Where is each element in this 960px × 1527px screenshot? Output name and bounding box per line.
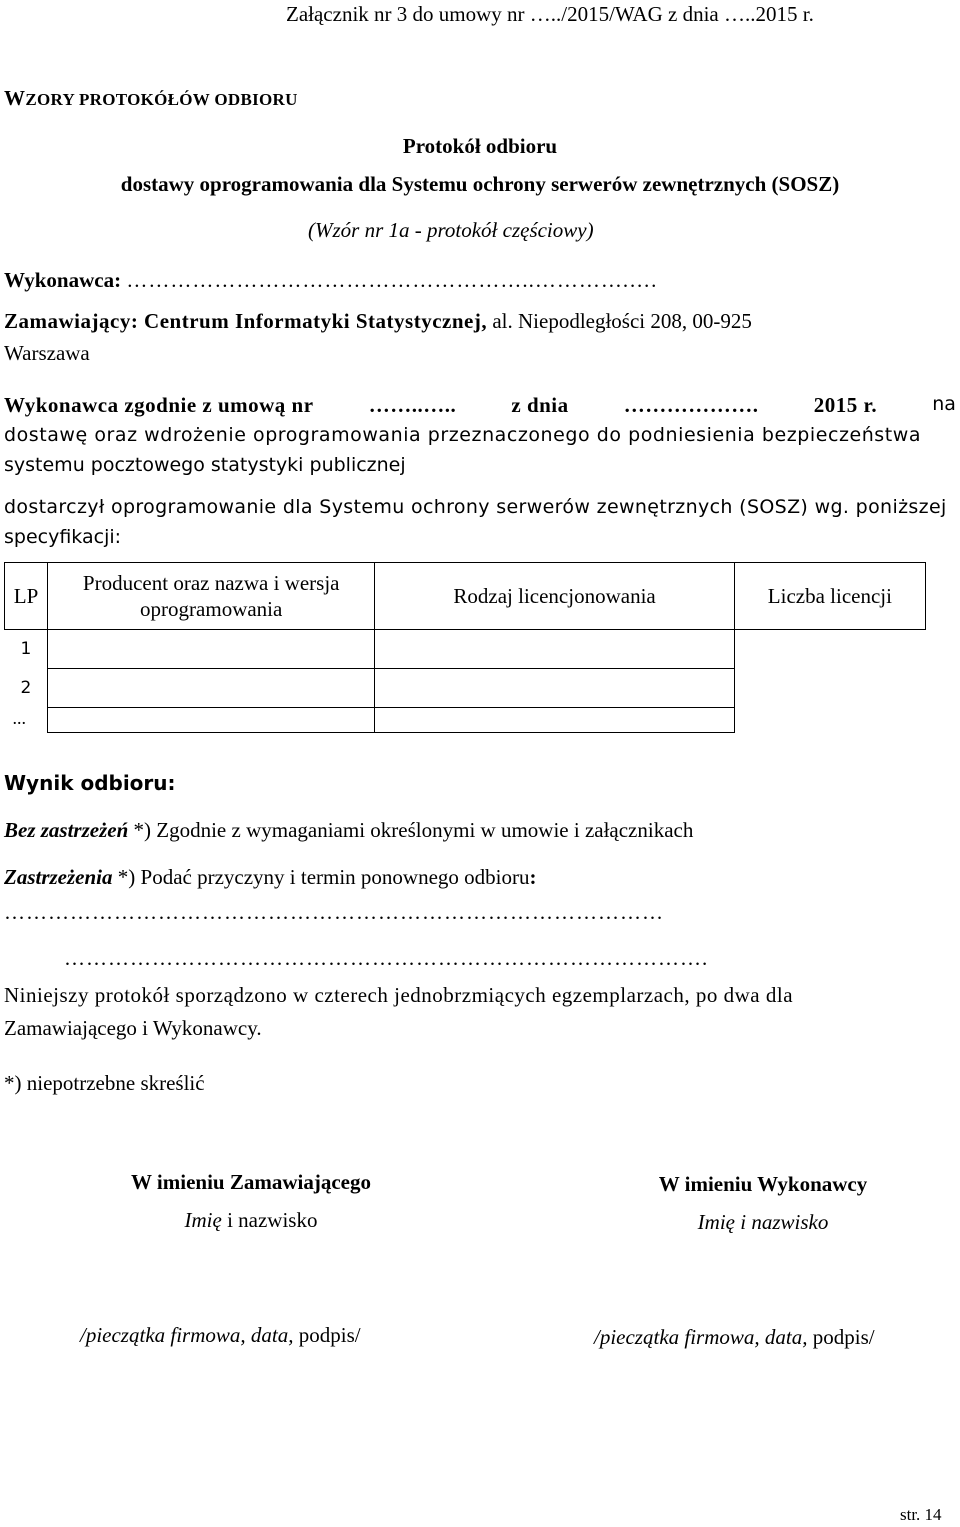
protocol-variant: (Wzór nr 1a - protokół częściowy) — [308, 218, 594, 242]
client-signature-name — [46, 1208, 456, 1233]
client-stamp-rest: podpis/ — [293, 1323, 361, 1347]
delivery-line1: dostarczył oprogramowanie dla Systemu ochrony serwerów zewnętrznych (SOSZ) wg. poniższej — [4, 496, 947, 518]
col-license-count-header: Liczba licencji — [734, 563, 925, 630]
client-signature-name-rest: i nazwisko — [221, 1208, 318, 1232]
reservations-line — [4, 865, 537, 890]
row-number: 1 — [20, 639, 32, 660]
row-producer-cell — [48, 669, 375, 708]
reservations-dots-line1: ……………………………………………………………………………… — [4, 900, 664, 924]
contractor-stamp-rest: podpis/ — [807, 1325, 875, 1349]
no-reservations-line — [4, 818, 693, 843]
result-heading: Wynik odbioru: — [4, 771, 176, 795]
closing-line1: Niniejszy protokół sporządzono w czterech jednobrzmiących egzemplarzach, po dwa dla — [4, 983, 794, 1007]
closing-line2: Zamawiającego i Wykonawcy. — [4, 1016, 262, 1040]
row-producer-cell — [48, 708, 375, 733]
col-license-type-header: Rodzaj licencjonowania — [375, 563, 734, 630]
reservations-colon: : — [529, 865, 537, 889]
col-producer-header — [48, 563, 375, 630]
agreement-line — [4, 393, 956, 418]
row-number: 2 — [20, 678, 32, 698]
col-producer-header-line2: oprogramowania — [140, 597, 283, 621]
reservations-dots-line2: ……………………………………………………………………………. — [64, 946, 709, 970]
client-stamp-label — [80, 1323, 361, 1348]
no-reservations-text: *) Zgodnie z wymaganiami określonymi w umowie i załącznikach — [128, 818, 694, 842]
contractor-stamp-label — [594, 1325, 875, 1350]
contractor-line — [4, 268, 657, 293]
agreement-part1: Wykonawca zgodnie z umową nr — [4, 393, 314, 417]
spec-table — [4, 562, 926, 733]
row-license-count-cell — [734, 630, 925, 669]
protocol-subtitle: dostawy oprogramowania dla Systemu ochrony serwerów zewnętrznych (SOSZ) — [120, 172, 840, 196]
row-license-count-cell — [734, 708, 925, 733]
protocol-title: Protokół odbioru — [402, 134, 558, 158]
no-reservations-label: Bez zastrzeżeń — [4, 818, 129, 842]
contractor-label: Wykonawca: — [4, 268, 122, 292]
agreement-dots2: ………………. — [623, 393, 759, 417]
reservations-label: Zastrzeżenia — [4, 865, 113, 889]
agreement-part3: 2015 r. — [813, 393, 878, 417]
row-license-count-cell — [734, 669, 925, 708]
client-signature-name-italic: Imię — [184, 1208, 222, 1232]
annex-note: Załącznik nr 3 do umowy nr …../2015/WAG z dnia …..2015 r. — [286, 2, 814, 26]
agreement-part2: z dnia — [511, 393, 569, 417]
footnote: *) niepotrzebne skreślić — [4, 1071, 205, 1095]
client-line — [4, 309, 752, 334]
agreement-line2: dostawę oraz wdrożenie oprogramowania przeznaczonego do podniesienia bezpieczeństwa — [4, 424, 922, 446]
client-stamp-italic: /pieczątka firmowa, data, — [80, 1323, 294, 1347]
client-signature-title: W imieniu Zamawiającego — [131, 1170, 371, 1194]
section-heading — [4, 86, 298, 111]
delivery-line2: specyfikacji: — [4, 526, 122, 548]
agreement-line3: systemu pocztowego statystyki publicznej — [4, 454, 406, 476]
row-producer-cell — [48, 630, 375, 669]
section-heading-rest: ZORY PROTOKÓŁÓW ODBIORU — [25, 90, 298, 109]
table-row — [5, 708, 926, 733]
client-label: Zamawiający: Centrum Informatyki Statystycznej, — [4, 309, 488, 333]
contractor-stamp-italic: /pieczątka firmowa, data, — [594, 1325, 808, 1349]
col-lp-header: LP — [5, 563, 48, 630]
contractor-dots: ………………………………………………..………….…. — [126, 268, 658, 292]
col-producer-header-line1: Producent oraz nazwa i wersja — [82, 571, 340, 595]
row-license-type-cell — [375, 669, 734, 708]
page-number: str. 14 — [900, 1505, 942, 1524]
section-heading-initial: W — [4, 86, 26, 110]
reservations-text: *) Podać przyczyny i termin ponownego odbioru — [112, 865, 530, 889]
table-row — [5, 669, 926, 708]
client-city: Warszawa — [4, 341, 90, 365]
row-license-type-cell — [375, 630, 734, 669]
agreement-part4: na — [932, 393, 956, 415]
table-row — [5, 630, 926, 669]
spec-table-header-row — [5, 563, 926, 630]
contractor-signature-title: W imieniu Wykonawcy — [658, 1172, 868, 1196]
row-license-type-cell — [375, 708, 734, 733]
client-address: al. Niepodległości 208, 00-925 — [492, 309, 752, 333]
contractor-signature-name: Imię i nazwisko — [697, 1210, 829, 1234]
row-number: ... — [12, 707, 26, 728]
agreement-dots1: ……..….. — [368, 393, 457, 417]
